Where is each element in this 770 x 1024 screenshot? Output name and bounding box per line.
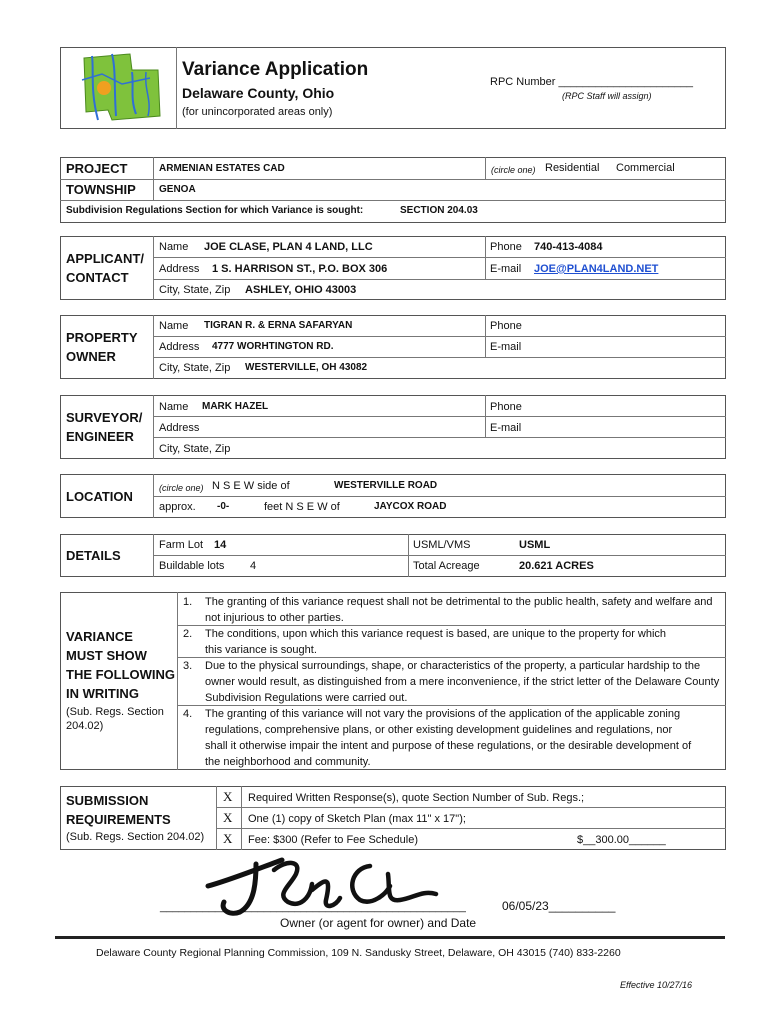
divider (153, 315, 154, 379)
reason-text: The granting of this variance will not vary the provisions of the application of the applicable zoning regulations, comprehensive plans, or other existing development guidelines and regulations, nor shall it otherwise impair the intent and purpose of these regulations, or the desirable development of the neighborhood and community. (205, 708, 692, 768)
circle-one-note: (circle one) (491, 165, 536, 175)
details-label: DETAILS (66, 548, 121, 563)
surveyor-name-label: Name (159, 401, 189, 413)
footer-address: Delaware County Regional Planning Commission, 109 N. Sandusky Street, Delaware, OH 43015 (740) 833-2260 (96, 947, 621, 959)
surveyor-city-label: City, State, Zip (159, 443, 231, 455)
signature-date[interactable]: 06/05/23__________ (502, 899, 616, 913)
variance-reason-1 (183, 594, 723, 626)
location-road1[interactable]: WESTERVILLE ROAD (334, 480, 438, 491)
reason-number: 1. (183, 596, 193, 608)
divider (485, 395, 486, 437)
divider (153, 236, 154, 300)
surveyor-address-label: Address (159, 422, 200, 434)
divider (153, 496, 726, 497)
footer-rule (55, 936, 725, 939)
variance-heading-4: IN WRITING (66, 686, 139, 701)
divider (177, 592, 178, 770)
applicant-city[interactable]: ASHLEY, OHIO 43003 (245, 284, 357, 296)
subdivision-section-value[interactable]: SECTION 204.03 (400, 205, 478, 216)
farm-lot-label: Farm Lot (159, 539, 204, 551)
signature-caption: Owner (or agent for owner) and Date (280, 916, 477, 930)
submission-heading-1: SUBMISSION (66, 793, 149, 808)
usml-label: USML/VMS (413, 539, 471, 551)
total-acreage-label: Total Acreage (413, 560, 480, 572)
divider (153, 257, 726, 258)
location-directions-side[interactable]: N S E W side of (212, 480, 290, 492)
effective-date: Effective 10/27/16 (620, 980, 693, 990)
divider (153, 279, 726, 280)
reason-number: 3. (183, 660, 193, 672)
submission-item-2: One (1) copy of Sketch Plan (max 11" x 17"); (248, 813, 466, 825)
project-value[interactable]: ARMENIAN ESTATES CAD (159, 163, 285, 174)
owner-email-label: E-mail (490, 341, 522, 353)
buildable-lots-value[interactable]: 4 (250, 560, 257, 572)
applicant-phone-label: Phone (490, 241, 522, 253)
applicant-label-line1: APPLICANT/ (66, 251, 144, 266)
county-map-logo (72, 50, 172, 128)
submission-check-1[interactable]: X (223, 789, 233, 804)
applicant-label-line2: CONTACT (66, 270, 129, 285)
location-feet[interactable]: -0- (217, 501, 230, 512)
divider (153, 336, 726, 337)
reason-text: The conditions, upon which this variance request is based, are unique to the property for which this variance is sought. (205, 628, 667, 656)
total-acreage-value[interactable]: 20.621 ACRES (519, 560, 594, 572)
location-label: LOCATION (66, 489, 133, 504)
variance-heading-1: VARIANCE (66, 629, 133, 644)
divider (153, 357, 726, 358)
surveyor-phone-label: Phone (490, 401, 522, 413)
divider (153, 416, 726, 417)
township-value[interactable]: GENOA (159, 184, 196, 195)
variance-reason-3 (183, 658, 723, 706)
buildable-lots-label: Buildable lots (159, 560, 225, 572)
owner-address-label: Address (159, 341, 200, 353)
subdivision-section-label: Subdivision Regulations Section for which Variance is sought: (66, 205, 364, 216)
variance-heading-2: MUST SHOW (66, 648, 147, 663)
project-label: PROJECT (66, 161, 128, 176)
submission-check-3[interactable]: X (223, 831, 233, 846)
owner-name[interactable]: TIGRAN R. & ERNA SAFARYAN (204, 320, 353, 331)
submission-item-3: Fee: $300 (Refer to Fee Schedule) (248, 834, 418, 846)
variance-section-ref-2: 204.02) (66, 720, 104, 732)
county-name: Delaware County, Ohio (182, 85, 335, 101)
township-label: TOWNSHIP (66, 182, 136, 197)
submission-heading-2: REQUIREMENTS (66, 812, 171, 827)
divider (216, 786, 217, 850)
scope-note: (for unincorporated areas only) (182, 106, 333, 118)
farm-lot-value[interactable]: 14 (214, 539, 227, 551)
surveyor-name[interactable]: MARK HAZEL (202, 401, 269, 412)
surveyor-label-line1: SURVEYOR/ (66, 410, 143, 425)
applicant-address-label: Address (159, 263, 200, 275)
submission-check-2[interactable]: X (223, 810, 233, 825)
location-circle-one: (circle one) (159, 483, 204, 493)
divider (60, 179, 726, 180)
applicant-city-label: City, State, Zip (159, 284, 231, 296)
owner-city[interactable]: WESTERVILLE, OH 43082 (245, 362, 368, 373)
location-directions-of[interactable]: feet N S E W of (264, 501, 340, 513)
applicant-email-label: E-mail (490, 263, 522, 275)
fee-amount[interactable]: $__300.00______ (577, 834, 666, 846)
divider (485, 236, 486, 279)
divider (216, 807, 726, 808)
header-divider (176, 47, 177, 129)
divider (216, 828, 726, 829)
divider (153, 157, 154, 200)
submission-section-ref: (Sub. Regs. Section 204.02) (66, 831, 205, 843)
option-commercial[interactable]: Commercial (616, 162, 675, 174)
location-road2[interactable]: JAYCOX ROAD (374, 501, 447, 512)
owner-label-line2: OWNER (66, 349, 116, 364)
divider (485, 315, 486, 357)
location-approx-label: approx. (159, 501, 196, 513)
signature-line[interactable]: __________________________________________________ (160, 901, 466, 913)
owner-city-label: City, State, Zip (159, 362, 231, 374)
reason-number: 2. (183, 628, 193, 640)
owner-phone-label: Phone (490, 320, 522, 332)
divider (153, 555, 726, 556)
submission-item-1: Required Written Response(s), quote Section Number of Sub. Regs.; (248, 792, 585, 804)
divider (60, 200, 726, 201)
variance-reason-2 (183, 626, 723, 658)
divider (241, 786, 242, 850)
variance-reason-4 (183, 706, 723, 770)
usml-value[interactable]: USML (519, 539, 551, 551)
owner-label-line1: PROPERTY (66, 330, 138, 345)
applicant-email-link[interactable]: JOE@PLAN4LAND.NET (534, 263, 659, 275)
rpc-note: (RPC Staff will assign) (562, 91, 652, 101)
variance-section-ref-1: (Sub. Regs. Section (66, 706, 164, 718)
applicant-phone[interactable]: 740-413-4084 (534, 241, 603, 253)
applicant-address[interactable]: 1 S. HARRISON ST., P.O. BOX 306 (212, 263, 388, 275)
surveyor-label-line2: ENGINEER (66, 429, 134, 444)
owner-name-label: Name (159, 320, 189, 332)
divider (153, 437, 726, 438)
applicant-name[interactable]: JOE CLASE, PLAN 4 LAND, LLC (204, 241, 373, 253)
form-title: Variance Application (182, 59, 369, 80)
option-residential[interactable]: Residential (545, 162, 600, 174)
surveyor-email-label: E-mail (490, 422, 522, 434)
rpc-number-field[interactable]: RPC Number ______________________ (490, 76, 694, 88)
reason-text: Due to the physical surroundings, shape, or characteristics of the property, a particular hardship to the owner would result, as distinguished from a mere inconvenience, if the strict letter of the Delaware County Subdivision Regulations were carried out. (205, 660, 720, 704)
divider (485, 157, 486, 179)
divider (153, 395, 154, 459)
reason-number: 4. (183, 708, 193, 720)
reason-text: The granting of this variance request shall not be detrimental to the public health, safety and welfare and not injurious to other parties. (205, 596, 713, 624)
owner-address[interactable]: 4777 WORHTINGTON RD. (212, 341, 334, 352)
variance-heading-3: THE FOLLOWING (66, 667, 176, 682)
applicant-name-label: Name (159, 241, 189, 253)
